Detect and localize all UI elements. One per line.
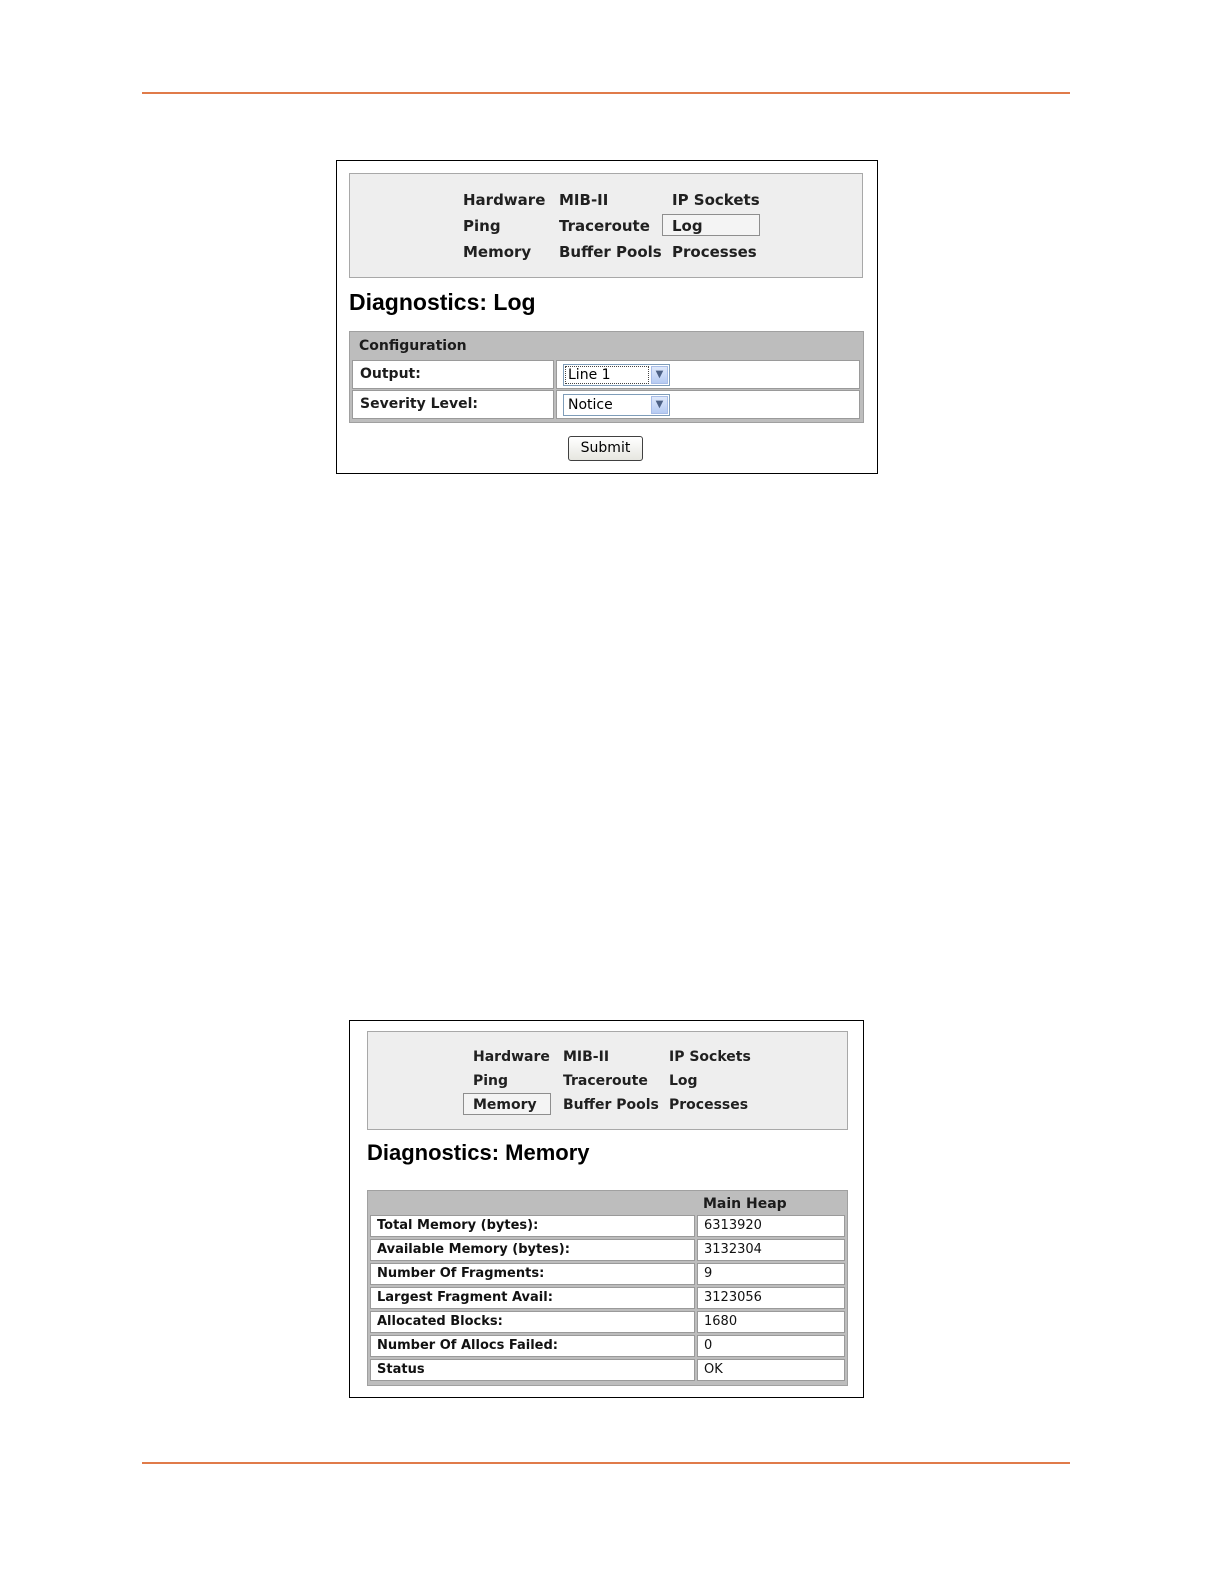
table-row-value-cell — [697, 1359, 845, 1381]
table-row-value: OK — [704, 1362, 723, 1377]
nav-item-memory[interactable]: Memory — [463, 1093, 551, 1115]
nav-item-traceroute[interactable]: Traceroute — [563, 1073, 648, 1089]
severity-select-value: Notice — [568, 397, 613, 413]
footer-rule — [142, 1462, 1070, 1464]
nav-item-buffer-pools[interactable]: Buffer Pools — [559, 243, 662, 261]
submit-button[interactable]: Submit — [568, 436, 643, 461]
memory-table — [367, 1190, 848, 1386]
output-label: Output: — [360, 366, 421, 382]
severity-select[interactable] — [563, 394, 670, 416]
table-row-label-cell — [370, 1263, 695, 1285]
table-row-label: Largest Fragment Avail: — [377, 1290, 553, 1305]
nav-item-ping[interactable]: Ping — [473, 1073, 509, 1089]
table-row-value-cell — [697, 1215, 845, 1237]
nav-item-processes[interactable]: Processes — [669, 1097, 749, 1113]
output-select[interactable] — [563, 364, 670, 386]
nav-item-traceroute[interactable]: Traceroute — [559, 217, 650, 235]
table-row-label: Allocated Blocks: — [377, 1314, 503, 1329]
nav-item-memory[interactable]: Memory — [463, 243, 532, 261]
table-row-label: Status — [377, 1362, 425, 1377]
table-row-value: 0 — [704, 1338, 713, 1353]
nav-item-ip-sockets[interactable]: IP Sockets — [672, 191, 760, 209]
diagnostics-nav — [367, 1031, 848, 1130]
table-row-value-cell — [697, 1287, 845, 1309]
nav-item-ping[interactable]: Ping — [463, 217, 501, 235]
header-rule — [142, 92, 1070, 94]
table-row-label-cell — [370, 1239, 695, 1261]
table-row-value: 3123056 — [704, 1290, 762, 1305]
table-row-value: 1680 — [704, 1314, 738, 1329]
nav-item-hardware[interactable]: Hardware — [463, 191, 546, 209]
table-row-value-cell — [697, 1335, 845, 1357]
severity-value-cell — [556, 390, 860, 419]
table-row-label: Number Of Fragments: — [377, 1266, 545, 1281]
log-screenshot — [336, 160, 878, 474]
table-row-value: 3132304 — [704, 1242, 762, 1257]
table-row-value-cell — [697, 1263, 845, 1285]
nav-item-log[interactable]: Log — [662, 214, 760, 236]
table-row-label-cell — [370, 1215, 695, 1237]
table-row-label-cell — [370, 1359, 695, 1381]
page-title: Diagnostics: Memory — [367, 1140, 590, 1165]
chevron-down-icon[interactable]: ▼ — [651, 396, 668, 414]
diagnostics-nav — [349, 173, 863, 278]
memory-screenshot — [349, 1020, 864, 1398]
column-header-main-heap: Main Heap — [703, 1196, 787, 1212]
chevron-down-icon[interactable]: ▼ — [651, 366, 668, 384]
output-value-cell — [556, 360, 860, 389]
severity-label: Severity Level: — [360, 396, 479, 412]
configuration-title: Configuration — [359, 338, 467, 354]
table-row-label-cell — [370, 1311, 695, 1333]
nav-item-log[interactable]: Log — [669, 1073, 698, 1089]
output-label-cell — [352, 360, 554, 389]
page-title: Diagnostics: Log — [349, 289, 536, 315]
table-row-value-cell — [697, 1239, 845, 1261]
table-row-label-cell — [370, 1287, 695, 1309]
output-select-value: Line 1 — [568, 367, 611, 383]
nav-item-processes[interactable]: Processes — [672, 243, 757, 261]
table-row-value: 9 — [704, 1266, 713, 1281]
table-row-label: Available Memory (bytes): — [377, 1242, 570, 1257]
table-row-label: Total Memory (bytes): — [377, 1218, 539, 1233]
table-row-value-cell — [697, 1311, 845, 1333]
configuration-table — [349, 331, 864, 423]
nav-item-mib-ii[interactable]: MIB-II — [563, 1049, 610, 1065]
nav-item-mib-ii[interactable]: MIB-II — [559, 191, 609, 209]
nav-item-buffer-pools[interactable]: Buffer Pools — [563, 1097, 659, 1113]
severity-label-cell — [352, 390, 554, 419]
nav-item-ip-sockets[interactable]: IP Sockets — [669, 1049, 751, 1065]
nav-item-hardware[interactable]: Hardware — [473, 1049, 550, 1065]
table-row-label: Number Of Allocs Failed: — [377, 1338, 558, 1353]
table-row-value: 6313920 — [704, 1218, 762, 1233]
table-row-label-cell — [370, 1335, 695, 1357]
